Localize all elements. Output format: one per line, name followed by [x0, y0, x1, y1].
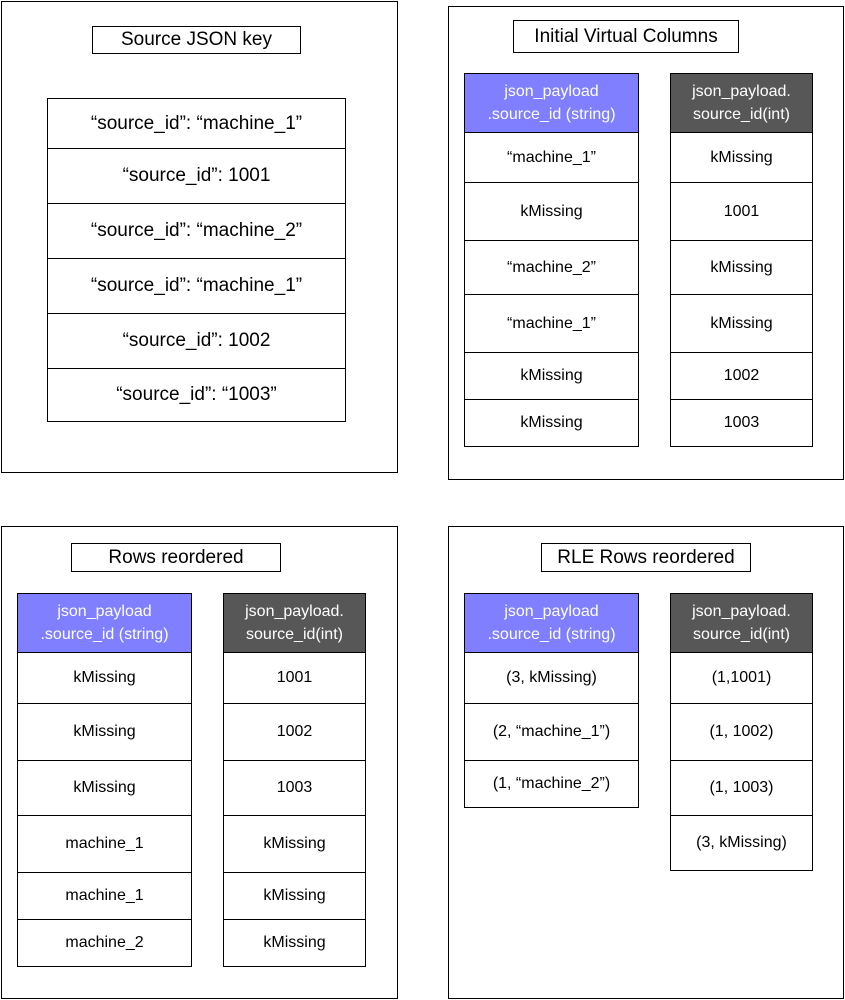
int-cell: (1,1001)	[670, 652, 813, 704]
int-cell: kMissing	[670, 240, 813, 295]
string-cell: (1, “machine_2”)	[464, 760, 639, 808]
source-row: “source_id”: 1001	[47, 148, 346, 204]
int-cell: (3, kMissing)	[670, 815, 813, 871]
int-cell: (1, 1002)	[670, 703, 813, 761]
string-cell: kMissing	[464, 352, 639, 400]
string-cell: machine_1	[17, 872, 192, 920]
rle-rows-reordered-title: RLE Rows reordered	[541, 543, 751, 572]
string-column-header: json_payload .source_id (string)	[464, 593, 639, 653]
source-row: “source_id”: “machine_1”	[47, 98, 346, 149]
int-cell: 1003	[223, 760, 366, 816]
string-cell: kMissing	[17, 760, 192, 816]
string-cell: kMissing	[464, 399, 639, 447]
int-cell: 1002	[223, 703, 366, 761]
string-cell: (3, kMissing)	[464, 652, 639, 704]
string-cell: “machine_1”	[464, 294, 639, 353]
string-cell: machine_1	[17, 815, 192, 873]
string-cell: kMissing	[17, 652, 192, 704]
string-cell: “machine_1”	[464, 132, 639, 183]
int-cell: kMissing	[670, 294, 813, 353]
string-cell: kMissing	[17, 703, 192, 761]
string-column-header: json_payload .source_id (string)	[17, 593, 192, 653]
source-json-title: Source JSON key	[92, 26, 301, 54]
int-column-header: json_payload. source_id(int)	[223, 593, 366, 653]
string-cell: (2, “machine_1”)	[464, 703, 639, 761]
int-cell: (1, 1003)	[670, 760, 813, 816]
source-row: “source_id”: “machine_2”	[47, 203, 346, 259]
string-cell: kMissing	[464, 182, 639, 241]
int-cell: kMissing	[223, 919, 366, 967]
source-row: “source_id”: “machine_1”	[47, 258, 346, 314]
string-cell: “machine_2”	[464, 240, 639, 295]
initial-virtual-columns-title: Initial Virtual Columns	[513, 20, 739, 53]
int-cell: kMissing	[670, 132, 813, 183]
int-cell: 1001	[670, 182, 813, 241]
int-column-header: json_payload. source_id(int)	[670, 593, 813, 653]
rows-reordered-title: Rows reordered	[71, 543, 281, 572]
int-cell: kMissing	[223, 872, 366, 920]
int-cell: 1003	[670, 399, 813, 447]
source-row: “source_id”: “1003”	[47, 368, 346, 422]
string-cell: machine_2	[17, 919, 192, 967]
string-column-header: json_payload .source_id (string)	[464, 73, 639, 133]
int-cell: 1002	[670, 352, 813, 400]
int-column-header: json_payload. source_id(int)	[670, 73, 813, 133]
int-cell: 1001	[223, 652, 366, 704]
source-row: “source_id”: 1002	[47, 313, 346, 369]
int-cell: kMissing	[223, 815, 366, 873]
